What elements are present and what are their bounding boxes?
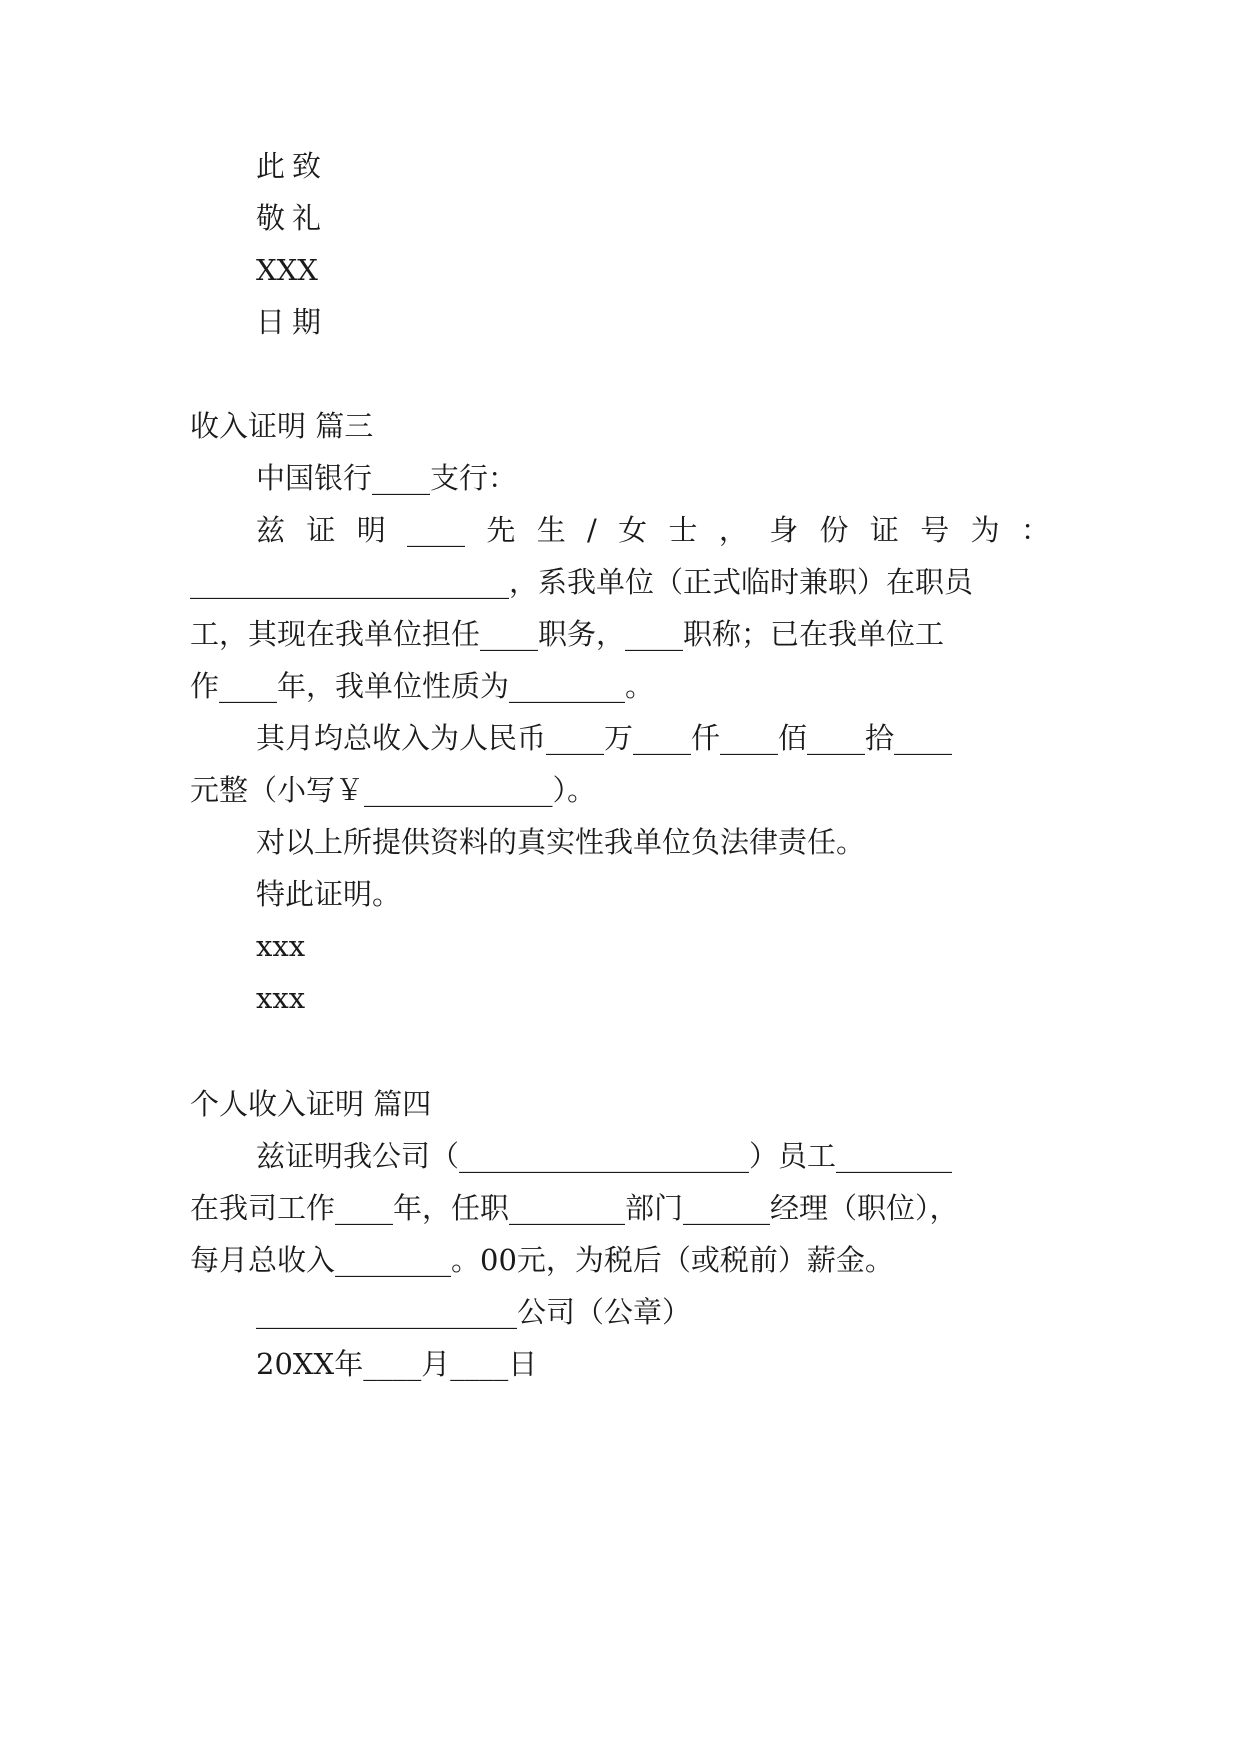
- section3-sign-1: xxx: [256, 929, 306, 963]
- closing-line-1: 此致: [256, 149, 328, 183]
- p1-char: 为: [970, 513, 1000, 547]
- p1-blank: ____: [407, 513, 466, 547]
- p1-char: ：: [1020, 513, 1050, 547]
- p1-char: 生: [536, 513, 566, 547]
- section4-p1-line1: 兹证明我公司（____________________）员工________: [256, 1139, 953, 1173]
- p1-char: 士: [668, 513, 698, 547]
- p1-char: 明: [356, 513, 386, 547]
- section3-p3: 对以上所提供资料的真实性我单位负法律责任。: [256, 825, 866, 859]
- section4-title: 个人收入证明 篇四: [190, 1087, 432, 1121]
- section3-p2-line2: 元整（小写￥_____________）。: [190, 773, 597, 807]
- section3-p4: 特此证明。: [256, 877, 402, 911]
- p1-char: 身: [769, 513, 799, 547]
- section4-date: 20XX年____月____日: [256, 1347, 538, 1381]
- section3-p1-line3: 工，其现在我单位担任____职务，____职称；已在我单位工: [190, 617, 945, 651]
- section4-company-seal: __________________公司（公章）: [256, 1295, 692, 1329]
- closing-signer: XXX: [256, 253, 318, 287]
- section3-p1-line1: [256, 510, 1050, 550]
- section3-p1-line4: 作____年，我单位性质为________。: [190, 669, 655, 703]
- p1-char: 号: [920, 513, 950, 547]
- section3-p1-line2: ______________________，系我单位（正式临时兼职）在职员: [190, 565, 974, 599]
- p1-char: ，: [718, 513, 748, 547]
- p1-char: 证: [306, 513, 336, 547]
- closing-date: 日期: [256, 305, 328, 339]
- p1-char: 女: [618, 513, 648, 547]
- p1-char: /: [587, 513, 597, 547]
- p1-char: 证: [869, 513, 899, 547]
- section4-p1-line2: 在我司工作____年，任职________部门______经理（职位），: [190, 1191, 959, 1225]
- closing-line-2: 敬礼: [256, 201, 328, 235]
- section4-p1-line3: 每月总收入________。00元，为税后（或税前）薪金。: [190, 1243, 894, 1277]
- p1-char: 份: [819, 513, 849, 547]
- section3-title: 收入证明 篇三: [190, 409, 374, 443]
- p1-char: 兹: [256, 513, 286, 547]
- section3-p2-line1: 其月均总收入为人民币____万____仟____佰____拾____: [256, 721, 953, 755]
- p1-char: 先: [486, 513, 516, 547]
- section3-addressee: 中国银行____支行：: [256, 461, 518, 495]
- section3-sign-2: xxx: [256, 981, 306, 1015]
